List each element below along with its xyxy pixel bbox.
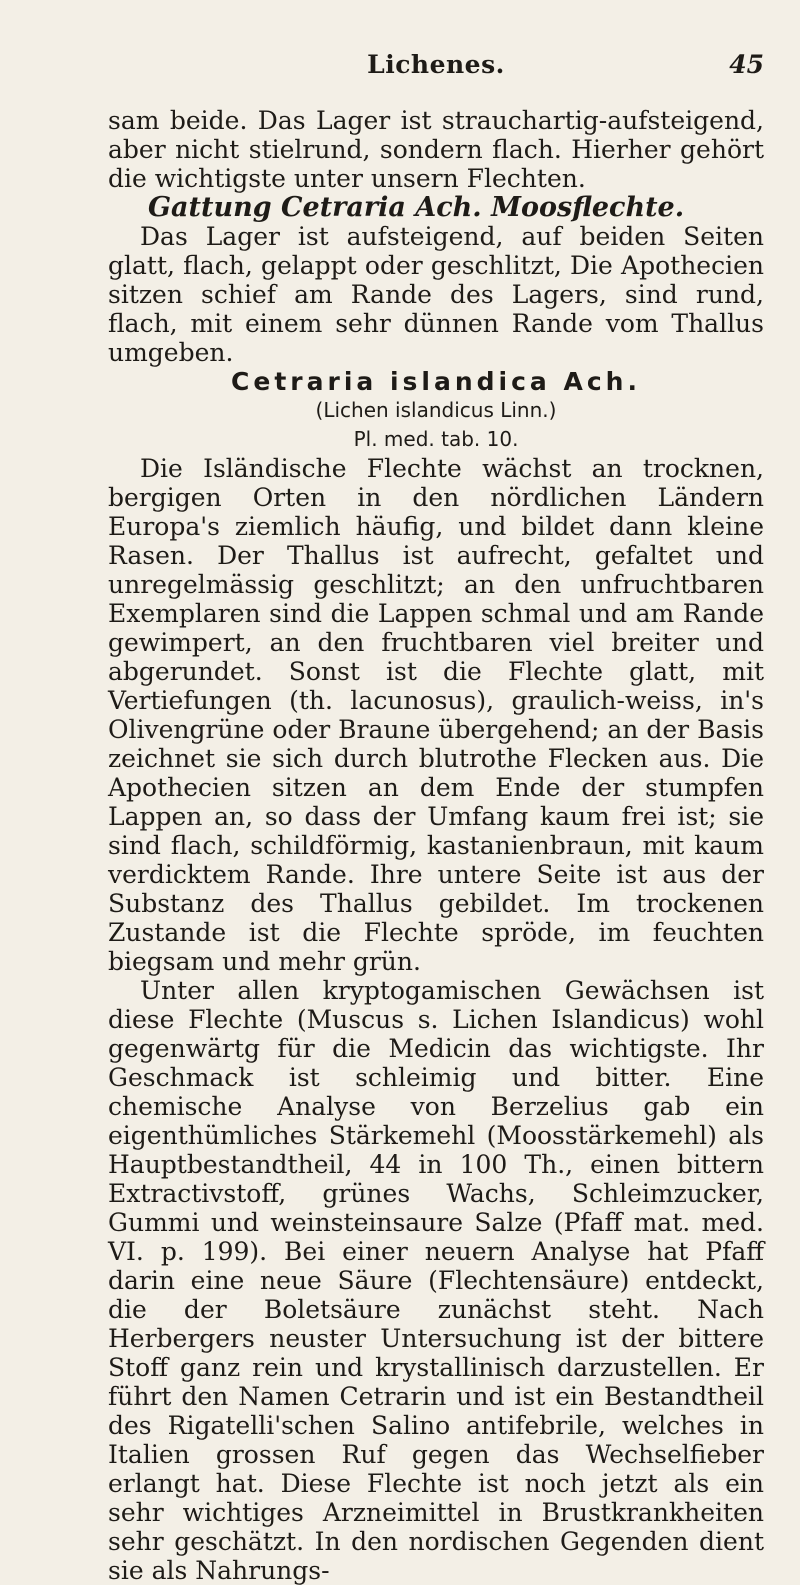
genus-description: Das Lager ist aufsteigend, auf beiden Seiten glatt, flach, gelappt oder geschlitzt, Die Apothecien sitzen schief am Rande des Lagers, sind rund, flach, mit einem sehr dünnen Rande vom Thallus umgeben. bbox=[108, 222, 764, 367]
species-description: Die Isländische Flechte wächst an trocknen, bergigen Orten in den nördlichen Ländern Europa's ziemlich häufig, und bildet dann kleine Rasen. Der Thallus ist aufrecht, gefaltet und unregelmässig geschlitzt; an den unfruchtbaren Exemplaren sind die Lappen schmal und am Rande gewimpert, an den fruchtbaren viel breiter und abgerundet. Sonst ist die Flechte glatt, mit Vertiefungen (th. lacunosus), graulich-weiss, in's Olivengrüne oder Braune übergehend; an der Basis zeichnet sie sich durch blutrothe Flecken aus. Die Apothecien sitzen an dem Ende der stumpfen Lappen an, so dass der Umfang kaum frei ist; sie sind flach, schildförmig, kastanienbraun, mit kaum verdicktem Rande. Ihre untere Seite ist aus der Substanz des Thallus gebildet. Im trockenen Zustande ist die Flechte spröde, im feuchten biegsam und mehr grün. bbox=[108, 454, 764, 976]
species-synonym: (Lichen islandicus Linn.) bbox=[315, 398, 557, 422]
page-header bbox=[108, 50, 764, 84]
paragraph-continuation: sam beide. Das Lager ist strauchartig-aufsteigend, aber nicht stielrund, sondern flach. Hierher gehört die wichtigste unter unsern Flechten. bbox=[108, 106, 764, 193]
page-body bbox=[108, 106, 764, 1585]
species-heading: Cetraria islandica Ach. bbox=[231, 367, 641, 396]
genus-heading: Gattung Cetraria Ach. Moosflechte. bbox=[148, 192, 685, 223]
page-number: 45 bbox=[729, 50, 764, 79]
plate-reference: Pl. med. tab. 10. bbox=[353, 427, 519, 451]
running-title: Lichenes. bbox=[367, 50, 505, 79]
medicinal-paragraph: Unter allen kryptogamischen Gewächsen ist diese Flechte (Muscus s. Lichen Islandicus) wohl gegenwärtg für die Medicin das wichtigste. Ihr Geschmack ist schleimig und bitter. Eine chemische Analyse von Berzelius gab ein eigenthümliches Stärkemehl (Moosstärkemehl) als Hauptbestandtheil, 44 in 100 Th., einen bittern Extractivstoff, grünes Wachs, Schleimzucker, Gummi und weinsteinsaure Salze (Pfaff mat. med. VI. p. 199). Bei einer neuern Analyse hat Pfaff darin eine neue Säure (Flechtensäure) entdeckt, die der Boletsäure zunächst steht. Nach Herbergers neuster Untersuchung ist der bittere Stoff ganz rein und krystallinisch darzustellen. Er führt den Namen Cetrarin und ist ein Bestandtheil des Rigatelli'schen Salino antifebrile, welches in Italien grossen Ruf gegen das Wechselfieber erlangt hat. Diese Flechte ist noch jetzt als ein sehr wichtiges Arzneimittel in Brustkrankheiten sehr geschätzt. In den nordischen Gegenden dient sie als Nahrungs- bbox=[108, 976, 764, 1585]
